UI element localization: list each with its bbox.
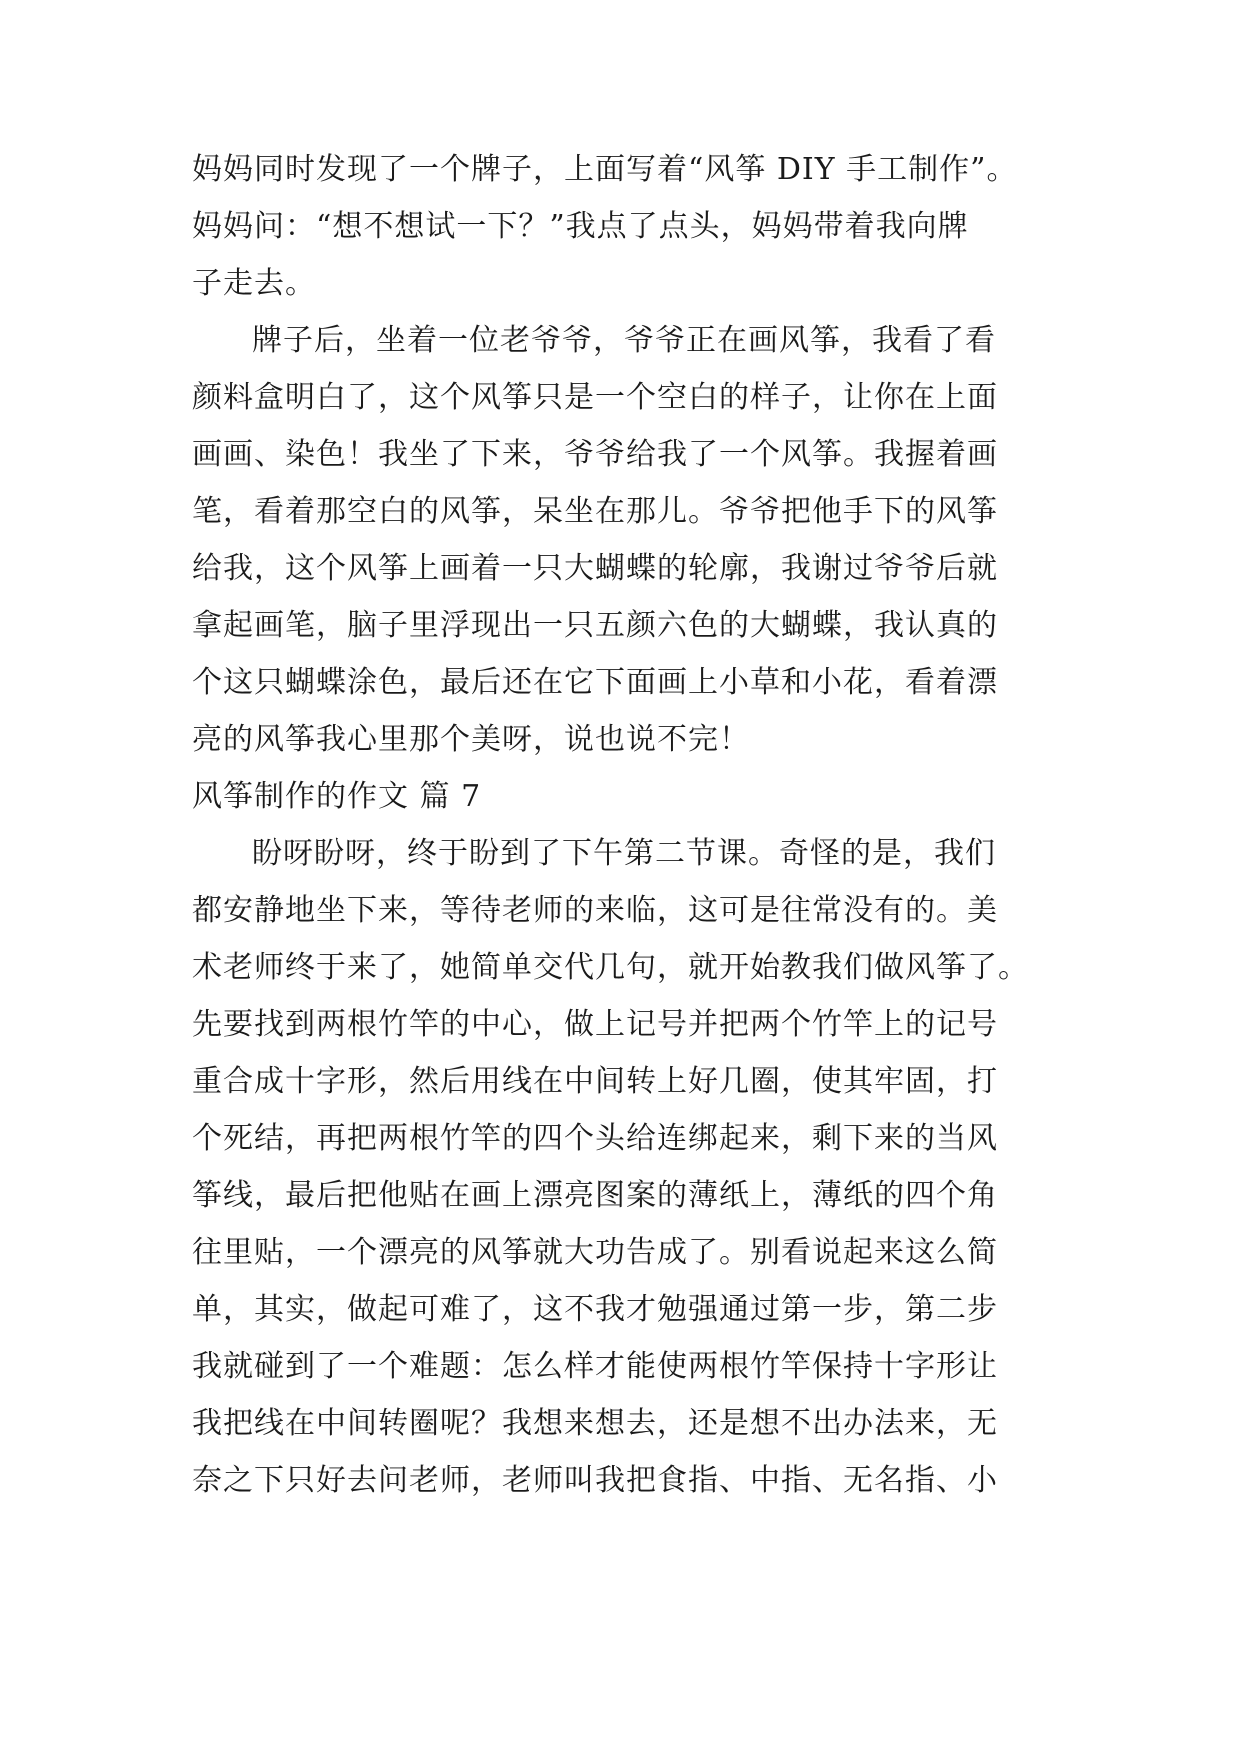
section-heading: 风筝制作的作文 篇 7 <box>192 779 482 814</box>
text-line: 个死结，再把两根竹竿的四个头给连绑起来，剩下来的当风 <box>192 1121 998 1156</box>
text-line: 我把线在中间转圈呢？我想来想去，还是想不出办法来，无 <box>192 1406 998 1441</box>
text-line: 奈之下只好去问老师，老师叫我把食指、中指、无名指、小 <box>192 1463 998 1498</box>
text-line: 妈妈同时发现了一个牌子，上面写着“风筝 DIY 手工制作”。 <box>192 152 1018 187</box>
text-line: 妈妈问：“想不想试一下？”我点了点头，妈妈带着我向牌 <box>192 209 969 244</box>
text-line: 子走去。 <box>192 266 316 301</box>
text-line: 画画、染色！我坐了下来，爷爷给我了一个风筝。我握着画 <box>192 437 998 472</box>
text-line: 给我，这个风筝上画着一只大蝴蝶的轮廓，我谢过爷爷后就 <box>192 551 998 586</box>
text-line: 筝线，最后把他贴在画上漂亮图案的薄纸上，薄纸的四个角 <box>192 1178 998 1213</box>
text-line: 笔，看着那空白的风筝，呆坐在那儿。爷爷把他手下的风筝 <box>192 494 998 529</box>
text-line: 术老师终于来了，她简单交代几句，就开始教我们做风筝了。 <box>192 950 1029 985</box>
text-line: 亮的风筝我心里那个美呀，说也说不完！ <box>192 722 750 757</box>
text-line: 先要找到两根竹竿的中心，做上记号并把两个竹竿上的记号 <box>192 1007 998 1042</box>
text-line: 颜料盒明白了，这个风筝只是一个空白的样子，让你在上面 <box>192 380 998 415</box>
text-line: 个这只蝴蝶涂色，最后还在它下面画上小草和小花，看着漂 <box>192 665 998 700</box>
text-line: 往里贴，一个漂亮的风筝就大功告成了。别看说起来这么简 <box>192 1235 998 1270</box>
paragraph-first-line: 盼呀盼呀，终于盼到了下午第二节课。奇怪的是，我们 <box>252 836 996 871</box>
text-line: 单，其实，做起可难了，这不我才勉强通过第一步，第二步 <box>192 1292 998 1327</box>
text-line: 拿起画笔，脑子里浮现出一只五颜六色的大蝴蝶，我认真的 <box>192 608 998 643</box>
paragraph-first-line: 牌子后，坐着一位老爷爷，爷爷正在画风筝，我看了看 <box>252 323 996 358</box>
text-line: 我就碰到了一个难题：怎么样才能使两根竹竿保持十字形让 <box>192 1349 998 1384</box>
text-line: 重合成十字形，然后用线在中间转上好几圈，使其牢固，打 <box>192 1064 998 1099</box>
text-line: 都安静地坐下来，等待老师的来临，这可是往常没有的。美 <box>192 893 998 928</box>
